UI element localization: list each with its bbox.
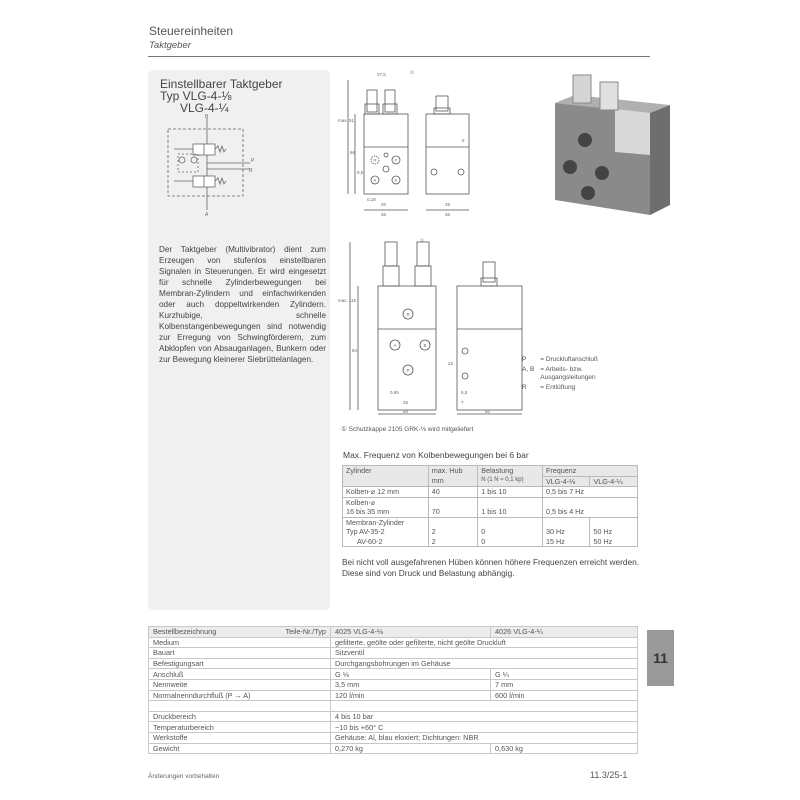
col-header: VLG-4-⅛ <box>543 476 590 487</box>
cell: 40 <box>428 487 478 498</box>
header-cell <box>149 627 331 638</box>
port-label: B <box>394 177 398 183</box>
spec-row <box>149 637 638 648</box>
table-row <box>343 517 638 527</box>
spec-cell: gefilterte, geölte oder gefilterte, nicht geölte Druckluft <box>331 637 638 648</box>
table-row <box>343 527 638 537</box>
dim-label: max. 91 <box>338 118 355 123</box>
spec-row <box>149 648 638 659</box>
port-label: R <box>373 157 377 163</box>
col-header: Zylinder <box>343 466 429 477</box>
legend-key: P <box>522 356 527 363</box>
port-r-label: R <box>249 168 253 174</box>
spec-cell: Druckbereich <box>149 711 331 722</box>
dim-label: 7 <box>461 400 464 405</box>
dim-label: 20 <box>381 202 387 207</box>
spec-cell: G ¼ <box>491 669 638 680</box>
section-subtitle: Taktgeber <box>149 40 191 51</box>
spec-cell: 600 l/min <box>491 690 638 701</box>
cell: Typ AV-35-2 <box>343 527 429 537</box>
dim-label: 0,95 <box>390 390 399 395</box>
spec-row <box>149 690 638 701</box>
product-title <box>160 78 283 114</box>
spec-cell: Nennweite <box>149 679 331 690</box>
cell: 30 Hz <box>543 527 590 537</box>
legend-desc: = Druckluftanschluß <box>540 356 598 363</box>
cell: 0 <box>478 527 543 537</box>
ref-marker: ① <box>410 70 415 75</box>
dim-label: 8,5 <box>357 170 364 175</box>
cell: 15 Hz <box>543 537 590 547</box>
col-header: max. Hub <box>428 466 478 477</box>
col-header: VLG-4-¼ <box>590 476 638 487</box>
cell: 1 bis 10 <box>478 507 543 517</box>
port-label: A <box>373 177 377 183</box>
dim-label: 66 <box>350 150 356 155</box>
header-variant-1: 4025 VLG-4-⅛ <box>331 627 491 638</box>
port-label: B <box>423 343 427 348</box>
spec-table <box>148 626 638 754</box>
col-header: Frequenz <box>543 466 638 477</box>
ref-marker: ① <box>420 238 425 243</box>
frequency-table <box>342 465 638 547</box>
dim-label: 36 <box>445 212 451 217</box>
port-label: P <box>406 368 410 373</box>
table-row <box>343 507 638 517</box>
spec-cell: G ⅛ <box>331 669 491 680</box>
spec-cell: Gewicht <box>149 743 331 754</box>
port-legend <box>520 354 612 394</box>
spec-cell <box>331 701 638 712</box>
spec-cell: Temperaturbereich <box>149 722 331 733</box>
spec-cell: 3,5 mm <box>331 679 491 690</box>
spec-cell: Bauart <box>149 648 331 659</box>
spec-cell: Medium <box>149 637 331 648</box>
spec-row <box>149 743 638 754</box>
port-label: P <box>394 157 398 163</box>
port-b-label: B <box>205 114 209 120</box>
dimension-drawing-large <box>335 232 535 417</box>
cell: 0,5 bis 4 Hz <box>543 507 638 517</box>
spec-cell: 4 bis 10 bar <box>331 711 638 722</box>
cell: 2 <box>428 527 478 537</box>
cell: 0 <box>478 537 543 547</box>
spec-row <box>149 679 638 690</box>
cell: Kolben-⌀ 12 mm <box>343 487 429 498</box>
spec-cell: Normalnenndurchfluß (P → A) <box>149 690 331 701</box>
dim-label: 36 <box>381 212 387 217</box>
header-label: Bestellbezeichnung <box>153 627 217 637</box>
spec-cell: 7 mm <box>491 679 638 690</box>
chapter-tab[interactable]: 11 <box>647 630 674 686</box>
spec-cell: Werkstoffe <box>149 732 331 743</box>
dim-label: 25 <box>445 202 451 207</box>
dim-label: 5 <box>462 138 465 143</box>
spec-cell: Durchgangsbohrungen im Gehäuse <box>331 658 638 669</box>
title-line-3: VLG-4-¼ <box>180 101 229 115</box>
cell: 0,5 bis 7 Hz <box>543 487 638 498</box>
cell: 50 Hz <box>590 537 638 547</box>
section-title: Steuereinheiten <box>149 24 234 38</box>
cell: Membran-Zylinder <box>343 517 429 527</box>
pneumatic-symbol <box>150 112 260 217</box>
dim-label: max. 115 <box>338 298 357 303</box>
header-divider <box>148 56 650 57</box>
dim-label: 27,5 <box>377 72 386 77</box>
cell: 2 <box>428 537 478 547</box>
col-unit: N (1 N ≈ 0,1 kp) <box>478 476 543 487</box>
spec-row <box>149 658 638 669</box>
dim-label: 84 <box>352 348 358 353</box>
legend-desc: = Entlüftung <box>540 384 576 391</box>
legend-key: A, B <box>522 366 535 373</box>
product-photo <box>545 65 670 220</box>
cell: Kolben-⌀ <box>343 497 429 507</box>
port-p-label: P <box>251 158 255 164</box>
port-a-label: A <box>205 212 209 217</box>
dim-label: 6,5 <box>461 390 468 395</box>
table-row <box>343 487 638 498</box>
legend-desc: = Arbeits- bzw. Ausgangsleitungen <box>540 366 596 381</box>
col-unit: mm <box>428 476 478 487</box>
spec-header-row <box>149 627 638 638</box>
page-number: 11.3/25-1 <box>590 770 628 780</box>
intro-text: Der Taktgeber (Multivibrator) dient zum Erzeugen von stufenlos einstellbaren Signalen in Steuerungen. Er wird eingesetzt für schnelle Zylinderbewegungen bei Membran-Zylindern und einfachwirkenden oder auch doppeltwirkenden Zylindern. Kurzhubige, schnelle Kolbenstangenbewegungen sind notwendig zur Erregung von Schwingförderern, zum Abklopfen von Absauganlagen, Bunkern oder zur Bewegung kleinerer Siebrüttelanlagen. <box>159 245 326 364</box>
spec-cell: 120 l/min <box>331 690 491 701</box>
table-row <box>343 497 638 507</box>
legend-key: R <box>522 384 527 391</box>
spec-cell: 0,630 kg <box>491 743 638 754</box>
dim-label: 50 <box>403 409 409 414</box>
title-line-2: Typ VLG-4-⅛ <box>160 89 232 103</box>
port-label: A <box>393 343 397 348</box>
frequency-table-title: Max. Frequenz von Kolbenbewegungen bei 6 bar <box>343 450 529 460</box>
spec-cell: 0,270 kg <box>331 743 491 754</box>
table-row <box>343 537 638 547</box>
cell: AV-60-2 <box>343 537 429 547</box>
cell: 50 Hz <box>590 527 638 537</box>
port-label: R <box>406 312 410 317</box>
dim-label: 0,18 <box>367 197 376 202</box>
header-variant-2: 4026 VLG-4-¼ <box>491 627 638 638</box>
spec-cell: Befestigungsart <box>149 658 331 669</box>
spec-cell: −10 bis +60° C <box>331 722 638 733</box>
title-line-1: Einstellbarer Taktgeber <box>160 77 283 91</box>
spec-row <box>149 711 638 722</box>
dim-label: 25 <box>403 400 409 405</box>
spec-cell: Gehäuse: Al, blau eloxiert; Dichtungen: NBR <box>331 732 638 743</box>
spec-cell: Sitzventil <box>331 648 638 659</box>
frequency-note: Bei nicht voll ausgefahrenen Hüben können höhere Frequenzen erreicht werden. Diese sind von Druck und Belastung abhängig. <box>342 557 640 578</box>
spec-cell: Anschluß <box>149 669 331 680</box>
spec-row <box>149 701 638 712</box>
cell: 70 <box>428 507 478 517</box>
spec-cell <box>149 701 331 712</box>
cell: 16 bis 35 mm <box>343 507 429 517</box>
dim-label: 22 <box>448 361 454 366</box>
col-header: Belastung <box>478 466 543 477</box>
dimension-drawing-small <box>335 62 485 222</box>
spec-row <box>149 669 638 680</box>
empty-cell <box>343 476 429 487</box>
spec-row <box>149 732 638 743</box>
footnote: ① Schutzkappe 2105 GRK-⅛ wird mitgeliefert <box>341 426 474 433</box>
header-teile: Teile-Nr./Typ <box>285 627 326 637</box>
footer-note: Änderungen vorbehalten <box>148 773 220 780</box>
dim-label: 50 <box>485 409 491 414</box>
cell: 1 bis 10 <box>478 487 543 498</box>
spec-row <box>149 722 638 733</box>
